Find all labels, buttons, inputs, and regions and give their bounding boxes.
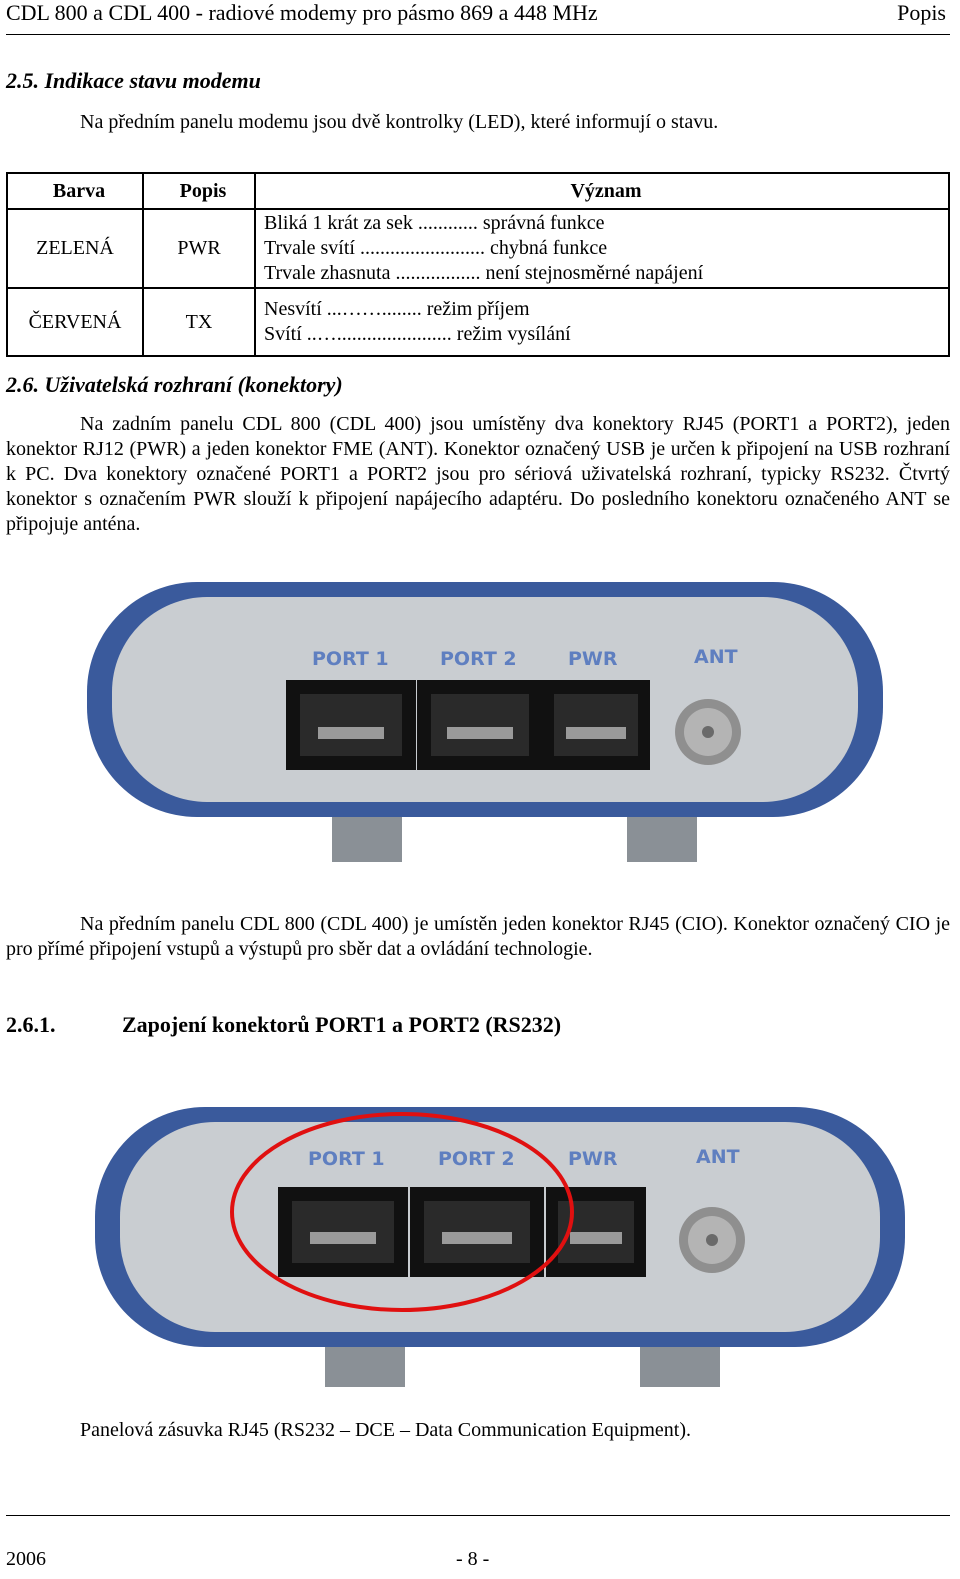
led-meaning: [255, 209, 949, 288]
led-color: ZELENÁ: [7, 209, 143, 288]
label-ant: ANT: [696, 1146, 740, 1168]
header-section: Popis: [897, 0, 946, 25]
label-port2: PORT 2: [440, 648, 517, 670]
led-desc: PWR: [143, 209, 255, 288]
label-pwr: PWR: [568, 648, 618, 670]
modem-rear-panel-photo: [72, 552, 898, 888]
section-2-6-front-panel-paragraph: Na předním panelu CDL 800 (CDL 400) je umístěn jeden konektor RJ45 (CIO). Konektor označený CIO je pro přímé připojení vstupů a výstupů pro sběr dat a ovládání technologie.: [6, 913, 950, 960]
header-title: CDL 800 a CDL 400 - radiové modemy pro pásmo 869 a 448 MHz: [6, 0, 598, 25]
meaning-line: Nesvítí ...……........ režim příjem: [264, 298, 530, 320]
section-2-5-intro: Na předním panelu modemu jsou dvě kontrolky (LED), které informují o stavu.: [80, 111, 719, 133]
modem-rear-panel-highlight-photo: [80, 1072, 920, 1408]
led-table: [6, 172, 950, 357]
label-port2: PORT 2: [438, 1148, 515, 1170]
led-color: ČERVENÁ: [7, 288, 143, 356]
section-2-6-heading: 2.6. Uživatelská rozhraní (konektory): [6, 372, 343, 397]
meaning-line: Bliká 1 krát za sek ............ správná funkce: [264, 212, 605, 234]
meaning-line: Svítí ..…....................... režim vysílání: [264, 323, 571, 345]
section-2-6-1-title: Zapojení konektorů PORT1 a PORT2 (RS232): [122, 1012, 562, 1037]
table-row: [7, 209, 949, 288]
col-header-vyznam: Význam: [255, 173, 949, 209]
footer-page-number: - 8 -: [456, 1548, 490, 1570]
table-row: [7, 288, 949, 356]
section-2-6-1-caption: Panelová zásuvka RJ45 (RS232 – DCE – Data Communication Equipment).: [80, 1419, 692, 1441]
label-pwr: PWR: [568, 1148, 618, 1170]
page-header: [6, 0, 950, 35]
led-desc: TX: [143, 288, 255, 356]
label-ant: ANT: [694, 646, 738, 668]
footer-year: 2006: [6, 1548, 46, 1570]
led-meaning: [255, 288, 949, 356]
col-header-popis: Popis: [143, 173, 255, 209]
section-2-6-1-number: 2.6.1.: [6, 1012, 56, 1037]
label-port1: PORT 1: [308, 1148, 385, 1170]
label-port1: PORT 1: [312, 648, 389, 670]
col-header-barva: Barva: [7, 173, 143, 209]
section-2-6-paragraph: Na zadním panelu CDL 800 (CDL 400) jsou umístěny dva konektory RJ45 (PORT1 a PORT2), jeden konektor RJ12 (PWR) a jeden konektor FME (ANT). Konektor označený USB je určen k připojení na USB rozhraní k PC. Dva konektory označené PORT1 a PORT2 jsou pro sériová uživatelská rozhraní, typicky RS232. Čtvrtý konektor s označením PWR slouží k připojení napájecího adaptéru. Do posledního konektoru označeného ANT se připojuje anténa.: [6, 413, 950, 535]
page-footer: [6, 1515, 950, 1570]
meaning-line: Trvale zhasnuta ................. není stejnosměrné napájení: [264, 262, 704, 284]
section-2-5-heading: 2.5. Indikace stavu modemu: [6, 68, 261, 93]
meaning-line: Trvale svítí ......................... chybná funkce: [264, 237, 608, 259]
